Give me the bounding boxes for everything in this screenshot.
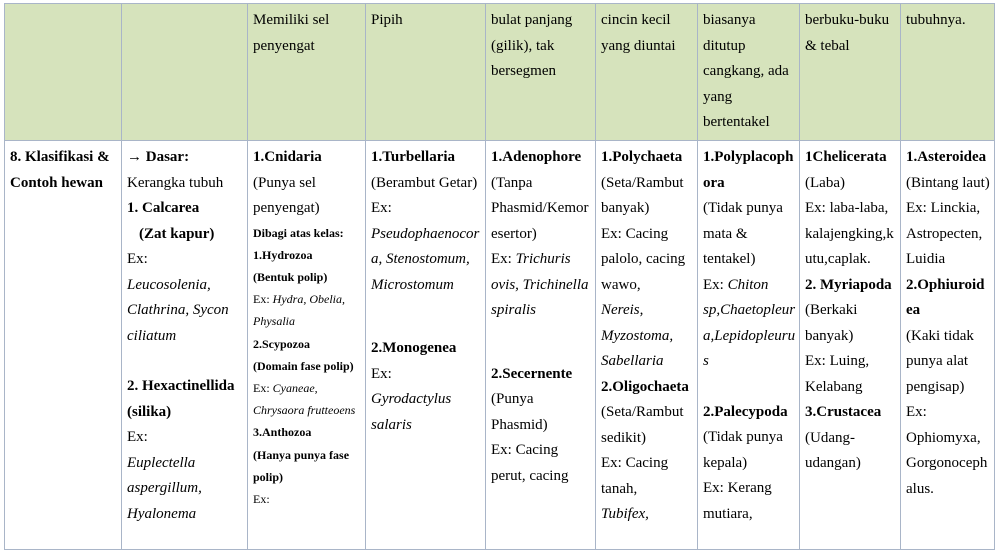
header-cell-2: Memiliki sel penyengat — [248, 4, 366, 141]
adenophore-desc: (Tanpa Phasmid/Kemoresertor) — [491, 174, 589, 242]
porifera-cell — [122, 141, 248, 550]
header-cell-4: bulat panjang (gilik), tak bersegmen — [486, 4, 596, 141]
header-cell-6: biasanya ditutup cangkang, ada yang bertentakel — [698, 4, 800, 141]
header-cell-0 — [5, 4, 122, 141]
class-division-label: Dibagi atas kelas: — [253, 225, 344, 240]
cnidaria-title: 1.Cnidaria — [253, 149, 322, 165]
ophiuroidea-ex: Ex: Ophiomyxa, Gorgonocephalus. — [906, 404, 988, 497]
classification-table — [4, 3, 995, 550]
hexactinellida-title: 2. Hexactinellida (silika) — [127, 378, 235, 420]
polychaeta-ex: Ex: Cacing palolo, cacing wawo, — [601, 225, 686, 293]
mollusca-cell — [698, 141, 800, 550]
calcarea-title: 1. Calcarea — [127, 200, 200, 216]
hydrozoa-ex-label: Ex: — [253, 292, 270, 307]
monogenea-ex-label: Ex: — [371, 365, 392, 382]
header-row — [5, 4, 995, 141]
secernente-title: 2.Secernente — [491, 365, 573, 382]
anthozoa-ex-label: Ex: — [253, 491, 270, 506]
hexactinellida-species: Euplectella aspergillum, Hyalonema — [127, 454, 202, 522]
polyplacophora-desc: (Tidak punya mata & tentakel) — [703, 200, 783, 267]
ophiuroidea-title: 2.Ophiuroidea — [906, 276, 985, 318]
hydrozoa-species: Hydra, Obelia, Physalia — [253, 292, 345, 329]
oligochaeta-desc: (Seta/Rambut sedikit) — [601, 404, 684, 446]
header-cell-3: Pipih — [366, 4, 486, 141]
myriapoda-ex: Ex: Luing, Kelabang — [805, 353, 870, 395]
header-cell-7: berbuku-buku & tebal — [800, 4, 901, 141]
header-cell-8: tubuhnya. — [901, 4, 995, 141]
polychaeta-species: Nereis, Myzostoma, Sabellaria — [601, 302, 674, 369]
chelicerata-title: 1Chelicerata — [805, 149, 887, 165]
arrow-right-icon: → — [127, 149, 142, 165]
secernente-ex: Ex: Cacing perut, cacing — [491, 442, 569, 484]
asteroidea-ex: Ex: Linckia, Astropecten, Luidia — [906, 200, 983, 267]
cnidaria-desc: (Punya sel penyengat) — [253, 174, 320, 216]
oligochaeta-species: Tubifex, — [601, 506, 649, 522]
calcarea-subtitle: (Zat kapur) — [139, 225, 215, 242]
chelicerata-desc: (Laba) — [805, 174, 845, 191]
anthozoa-desc: (Hanya punya fase polip) — [253, 447, 350, 484]
crustacea-title: 3.Crustacea — [805, 404, 882, 420]
basis-detail: Kerangka tubuh — [127, 174, 224, 191]
myriapoda-title: 2. Myriapoda — [805, 276, 892, 293]
turbellaria-ex-label: Ex: — [371, 200, 392, 216]
scypozoa-species: Cyaneae, Chrysaora frutteoens — [253, 380, 356, 418]
chelicerata-ex: Ex: laba-laba, kalajengking,kutu,caplak. — [805, 200, 894, 267]
palecypoda-ex: Ex: Kerang mutiara, — [703, 480, 772, 522]
scypozoa-desc: (Domain fase polip) — [253, 358, 354, 373]
turbellaria-title: 1.Turbellaria — [371, 149, 456, 165]
polyplacophora-species: Chiton sp,Chaetopleura,Lepidopleurus — [703, 276, 796, 369]
asteroidea-title: 1.Asteroidea — [906, 149, 987, 165]
secernente-desc: (Punya Phasmid) — [491, 391, 548, 433]
nemathelminthes-cell — [486, 141, 596, 550]
basis-label: Dasar: — [145, 149, 190, 165]
row-label-cell — [5, 141, 122, 550]
polychaeta-desc: (Seta/Rambut banyak) — [601, 174, 684, 216]
scypozoa-ex-label: Ex: — [253, 380, 270, 395]
coelenterata-cell — [248, 141, 366, 550]
polychaeta-title: 1.Polychaeta — [601, 149, 683, 165]
adenophore-species: Trichuris ovis, Trichinella spiralis — [491, 251, 589, 318]
oligochaeta-title: 2.Oligochaeta — [601, 378, 689, 395]
asteroidea-desc: (Bintang laut) — [906, 174, 990, 191]
polyplacophora-title: 1.Polyplacophora — [703, 149, 794, 191]
anthozoa-title: 3.Anthozoa — [253, 425, 312, 440]
calcarea-species: Leucosolenia, Clathrina, Sycon ciliatum — [127, 276, 229, 344]
echinodermata-cell — [901, 141, 995, 550]
annelida-cell — [596, 141, 698, 550]
hydrozoa-desc: (Bentuk polip) — [253, 269, 328, 284]
crustacea-desc: (Udang-udangan) — [805, 429, 861, 471]
header-cell-1 — [122, 4, 248, 141]
polyplacophora-ex-label: Ex: — [703, 276, 724, 293]
palecypoda-title: 2.Palecypoda — [703, 403, 788, 420]
turbellaria-desc: (Berambut Getar) — [371, 174, 478, 191]
palecypoda-desc: (Tidak punya kepala) — [703, 429, 783, 471]
classification-row — [5, 141, 995, 550]
calcarea-ex-label: Ex: — [127, 251, 148, 267]
oligochaeta-ex: Ex: Cacing tanah, — [601, 455, 669, 497]
ophiuroidea-desc: (Kaki tidak punya alat pengisap) — [906, 327, 974, 395]
myriapoda-desc: (Berkaki banyak) — [805, 302, 858, 344]
turbellaria-species: Pseudophaenocora, Stenostomum, Microstomum — [371, 225, 480, 293]
hexactinellida-ex-label: Ex: — [127, 429, 148, 445]
adenophore-title: 1.Adenophore — [491, 149, 582, 165]
header-cell-5: cincin kecil yang diuntai — [596, 4, 698, 141]
platyhelminthes-cell — [366, 141, 486, 550]
monogenea-title: 2.Monogenea — [371, 340, 457, 356]
adenophore-ex-label: Ex: — [491, 251, 512, 267]
hydrozoa-title: 1.Hydrozoa — [253, 247, 313, 262]
arthropoda-cell — [800, 141, 901, 550]
row-label: 8. Klasifikasi & Contoh hewan — [10, 149, 110, 191]
monogenea-species: Gyrodactylus salaris — [371, 391, 452, 433]
scypozoa-title: 2.Scypozoa — [253, 336, 310, 351]
